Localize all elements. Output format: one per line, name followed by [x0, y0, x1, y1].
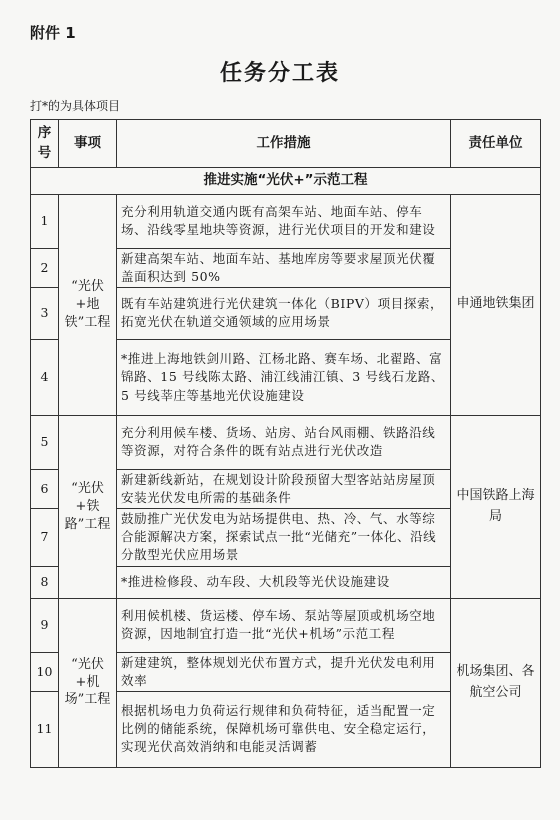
cell-unit: 机场集团、各航空公司: [451, 598, 541, 767]
header-item: 事项: [59, 120, 117, 168]
cell-no: 2: [31, 248, 59, 287]
cell-no: 6: [31, 469, 59, 508]
cell-no: 1: [31, 194, 59, 248]
section-row: [31, 168, 541, 195]
cell-no: 4: [31, 339, 59, 415]
cell-measure: *推进检修段、动车段、大机段等光伏设施建设: [117, 566, 451, 598]
cell-measure: 利用候机楼、货运楼、停车场、泵站等屋顶或机场空地资源，因地制宜打造一批“光伏+机场”示范工程: [117, 598, 451, 652]
cell-measure: 充分利用候车楼、货场、站房、站台风雨棚、铁路沿线等资源，对符合条件的既有站点进行光伏改造: [117, 415, 451, 469]
header-measure: 工作措施: [117, 120, 451, 168]
table-header-row: [31, 120, 541, 168]
cell-measure: 新建高架车站、地面车站、基地库房等要求屋顶光伏覆盖面积达到 50%: [117, 248, 451, 287]
cell-measure: *推进上海地铁剑川路、江杨北路、赛车场、北翟路、富锦路、15 号线陈太路、浦江线浦江镇、3 号线石龙路、5 号线莘庄等基地光伏设施建设: [117, 339, 451, 415]
table-row: [31, 415, 541, 469]
page-title: 任务分工表: [219, 61, 340, 86]
cell-measure: 根据机场电力负荷运行规律和负荷特征，适当配置一定比例的储能系统，保障机场可靠供电、安全稳定运行，实现光伏高效消纳和电能灵活调蓄: [117, 691, 451, 767]
cell-measure: 新建新线新站，在规划设计阶段预留大型客站站房屋顶安装光伏发电所需的基础条件: [117, 469, 451, 508]
cell-no: 10: [31, 652, 59, 691]
header-no: 序号: [31, 120, 59, 168]
cell-no: 8: [31, 566, 59, 598]
cell-unit: 申通地铁集团: [451, 194, 541, 415]
cell-item: “光伏+地铁”工程: [59, 194, 117, 415]
cell-no: 7: [31, 509, 59, 566]
cell-measure: 鼓励推广光伏发电为站场提供电、热、冷、气、水等综合能源解决方案，探索试点一批“光储充”一体化、沿线分散型光伏应用场景: [117, 509, 451, 566]
attachment-label: 附件 1: [30, 24, 76, 42]
cell-measure: 既有车站建筑进行光伏建筑一体化（BIPV）项目探索，拓宽光伏在轨道交通领域的应用场景: [117, 287, 451, 339]
task-assignment-table: [30, 119, 541, 768]
cell-no: 9: [31, 598, 59, 652]
cell-measure: 充分利用轨道交通内既有高架车站、地面车站、停车场、沿线零星地块等资源，进行光伏项目的开发和建设: [117, 194, 451, 248]
cell-no: 5: [31, 415, 59, 469]
header-unit: 责任单位: [451, 120, 541, 168]
table-note: 打*的为具体项目: [30, 99, 121, 113]
cell-unit: 中国铁路上海局: [451, 415, 541, 598]
cell-item: “光伏+机场”工程: [59, 598, 117, 767]
cell-measure: 新建建筑，整体规划光伏布置方式，提升光伏发电利用效率: [117, 652, 451, 691]
table-row: [31, 598, 541, 652]
cell-item: “光伏+铁路”工程: [59, 415, 117, 598]
section-title: 推进实施“光伏+”示范工程: [31, 168, 541, 195]
cell-no: 3: [31, 287, 59, 339]
table-row: [31, 194, 541, 248]
cell-no: 11: [31, 691, 59, 767]
